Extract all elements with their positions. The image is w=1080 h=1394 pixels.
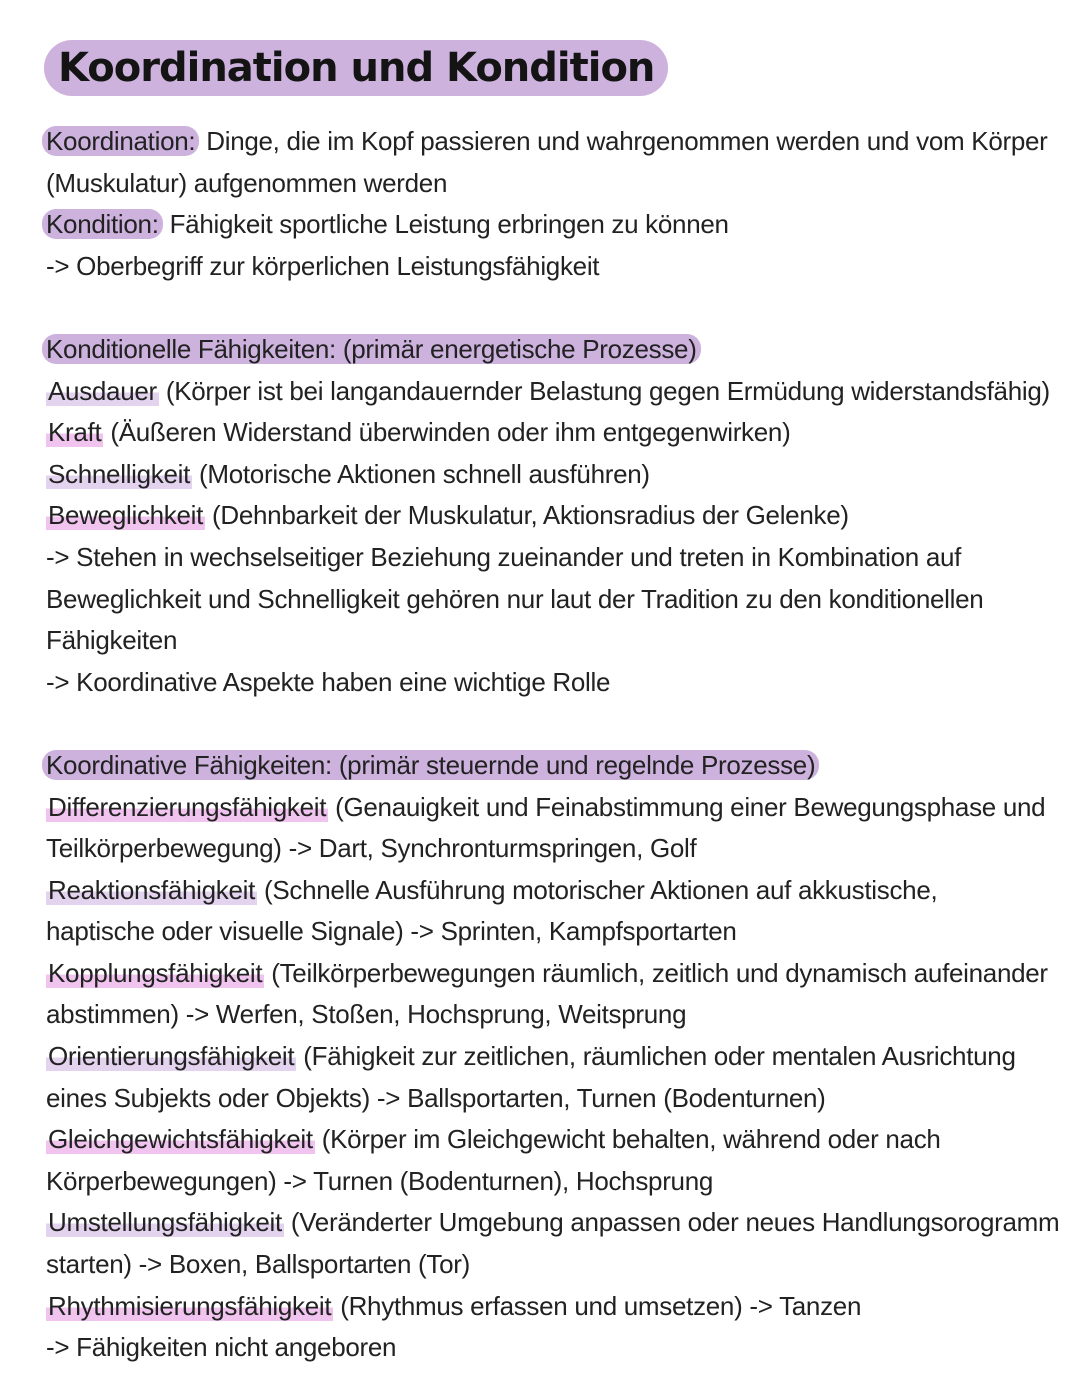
page-title: Koordination und Kondition: [44, 40, 668, 96]
list-item: [46, 1286, 1056, 1328]
note-line: -> Koordinative Aspekte haben eine wichtige Rolle: [46, 666, 611, 697]
item-text: (Äußeren Widerstand überwinden oder ihm entgegenwirken): [103, 417, 791, 448]
note-line: Fähigkeiten: [46, 625, 178, 656]
term-schnelligkeit: Schnelligkeit: [48, 458, 191, 489]
list-item: [46, 1036, 1056, 1078]
list-item: [46, 1119, 1056, 1161]
note-line: -> Stehen in wechselseitiger Beziehung zueinander und treten in Kombination auf: [46, 541, 962, 572]
item-text: (Körper ist bei langandauernder Belastung gegen Ermüdung widerstandsfähig): [158, 375, 1050, 406]
definition-koordination: [46, 121, 1056, 163]
definition-kondition: [46, 204, 1056, 246]
item-text: (Veränderter Umgebung anpassen oder neues Handlungsorogramm: [283, 1207, 1060, 1238]
koordinative-heading-line: [46, 745, 1056, 787]
item-continuation: starten) -> Boxen, Ballsportarten (Tor): [46, 1249, 470, 1280]
definition-koordination-cont: [46, 163, 1056, 205]
list-item: [46, 953, 1056, 995]
final-note: -> Fähigkeiten nicht angeboren: [46, 1332, 397, 1363]
list-item: [46, 787, 1056, 829]
item-text: (Dehnbarkeit der Muskulatur, Aktionsradius der Gelenke): [205, 500, 849, 531]
koordinative-heading: Koordinative Fähigkeiten: (primär steuernde und regelnde Prozesse): [42, 750, 819, 780]
list-item: [46, 1202, 1060, 1244]
term-kraft: Kraft: [48, 417, 102, 448]
definition-text: Fähigkeit sportliche Leistung erbringen zu können: [162, 209, 729, 240]
term-koordination: Koordination:: [42, 126, 199, 156]
item-continuation: haptische oder visuelle Signale) -> Sprinten, Kampfsportarten: [46, 916, 737, 947]
item-text: (Schnelle Ausführung motorischer Aktionen auf akkustische,: [257, 874, 938, 905]
term-differenzierungsfaehigkeit: Differenzierungsfähigkeit: [48, 791, 327, 822]
definition-text: Dinge, die im Kopf passieren und wahrgenommen werden und vom Körper: [199, 126, 1048, 156]
spacer: [46, 287, 1056, 329]
item-text: (Teilkörperbewegungen räumlich, zeitlich und dynamisch aufeinander: [264, 957, 1048, 988]
term-kondition: Kondition:: [42, 209, 163, 239]
definition-text: (Muskulatur) aufgenommen werden: [46, 167, 448, 198]
list-item: [46, 412, 1056, 454]
term-beweglichkeit: Beweglichkeit: [48, 500, 204, 531]
note-line: Beweglichkeit und Schnelligkeit gehören nur laut der Tradition zu den konditionellen: [46, 583, 984, 614]
item-continuation: eines Subjekts oder Objekts) -> Ballsportarten, Turnen (Bodenturnen): [46, 1082, 826, 1113]
term-ausdauer: Ausdauer: [48, 375, 157, 406]
list-item: [46, 371, 1056, 413]
title-wrap: [44, 40, 668, 96]
spacer: [46, 703, 1056, 745]
item-text: (Fähigkeit zur zeitlichen, räumlichen oder mentalen Ausrichtung: [296, 1041, 1016, 1072]
konditionelle-heading: Konditionelle Fähigkeiten: (primär energetische Prozesse): [42, 334, 701, 364]
oberbegriff-note: -> Oberbegriff zur körperlichen Leistungsfähigkeit: [46, 250, 600, 281]
term-kopplungsfaehigkeit: Kopplungsfähigkeit: [48, 957, 263, 988]
item-text: (Rhythmus erfassen und umsetzen) -> Tanzen: [333, 1290, 862, 1321]
item-text: (Körper im Gleichgewicht behalten, während oder nach: [314, 1124, 941, 1155]
item-text: (Genauigkeit und Feinabstimmung einer Bewegungsphase und: [328, 791, 1046, 822]
term-reaktionsfaehigkeit: Reaktionsfähigkeit: [48, 874, 256, 905]
list-item: [46, 454, 1056, 496]
item-continuation: Körperbewegungen) -> Turnen (Bodenturnen), Hochsprung: [46, 1165, 714, 1196]
term-rhythmisierungsfaehigkeit: Rhythmisierungsfähigkeit: [48, 1290, 332, 1321]
list-item: [46, 495, 1056, 537]
list-item: [46, 870, 1056, 912]
konditionelle-heading-line: [46, 329, 1056, 371]
term-orientierungsfaehigkeit: Orientierungsfähigkeit: [48, 1041, 295, 1072]
item-text: (Motorische Aktionen schnell ausführen): [192, 458, 650, 489]
term-umstellungsfaehigkeit: Umstellungsfähigkeit: [48, 1207, 282, 1238]
item-continuation: Teilkörperbewegung) -> Dart, Synchronturmspringen, Golf: [46, 833, 697, 864]
term-gleichgewichtsfaehigkeit: Gleichgewichtsfähigkeit: [48, 1124, 313, 1155]
item-continuation: abstimmen) -> Werfen, Stoßen, Hochsprung, Weitsprung: [46, 999, 687, 1030]
notes-body: [46, 121, 1060, 1369]
